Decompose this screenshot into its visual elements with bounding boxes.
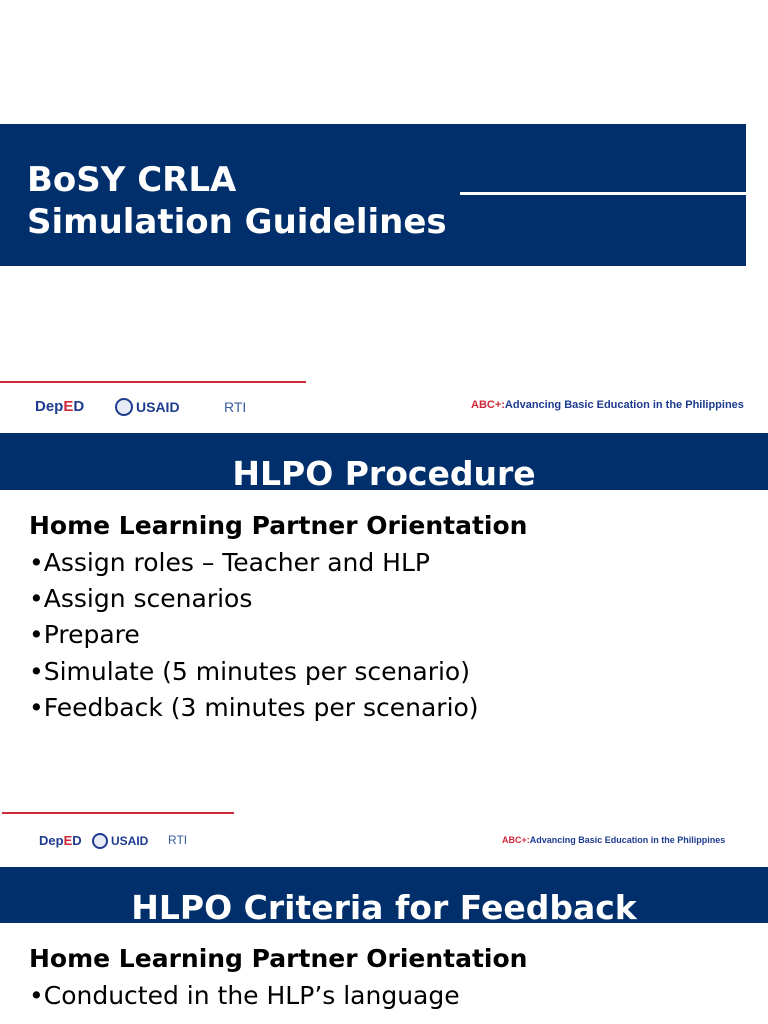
slide2-title-bar — [0, 433, 768, 490]
slide2-title: HLPO Procedure — [232, 454, 536, 490]
slide3-bullet: •Conducted in the HLP’s language — [29, 981, 460, 1010]
footer-red-rule — [2, 812, 234, 814]
slide2-bullet: •Assign scenarios — [29, 584, 253, 613]
rti-logo: RTI — [224, 399, 247, 415]
usaid-logo: USAID — [115, 398, 180, 416]
slide2-bullet: •Simulate (5 minutes per scenario) — [29, 657, 470, 686]
abc-tagline: ABC+:Advancing Basic Education in the Philippines — [471, 399, 744, 411]
usaid-seal-icon — [92, 833, 108, 849]
slide2-subhead: Home Learning Partner Orientation — [29, 511, 528, 540]
cover-title-line1: BoSY CRLA — [27, 160, 237, 200]
slide3-title: HLPO Criteria for Feedback — [131, 888, 637, 923]
cover-title-line2: Simulation Guidelines — [27, 202, 447, 242]
deped-logo: Dep E D — [39, 833, 82, 848]
slide2-bullet: •Prepare — [29, 620, 140, 649]
rti-logo: RTI — [168, 833, 188, 847]
usaid-logo: USAID — [92, 833, 148, 849]
abc-tagline: ABC+:Advancing Basic Education in the Philippines — [502, 835, 726, 845]
slide3-subhead: Home Learning Partner Orientation — [29, 944, 528, 973]
slide2-bullet: •Feedback (3 minutes per scenario) — [29, 693, 479, 722]
slide3-title-bar — [0, 867, 768, 923]
footer-red-rule — [0, 381, 306, 383]
usaid-seal-icon — [115, 398, 133, 416]
deped-logo: Dep E D — [35, 398, 85, 415]
slide2-bullet: •Assign roles – Teacher and HLP — [29, 548, 430, 577]
cover-title-rule — [460, 192, 746, 195]
